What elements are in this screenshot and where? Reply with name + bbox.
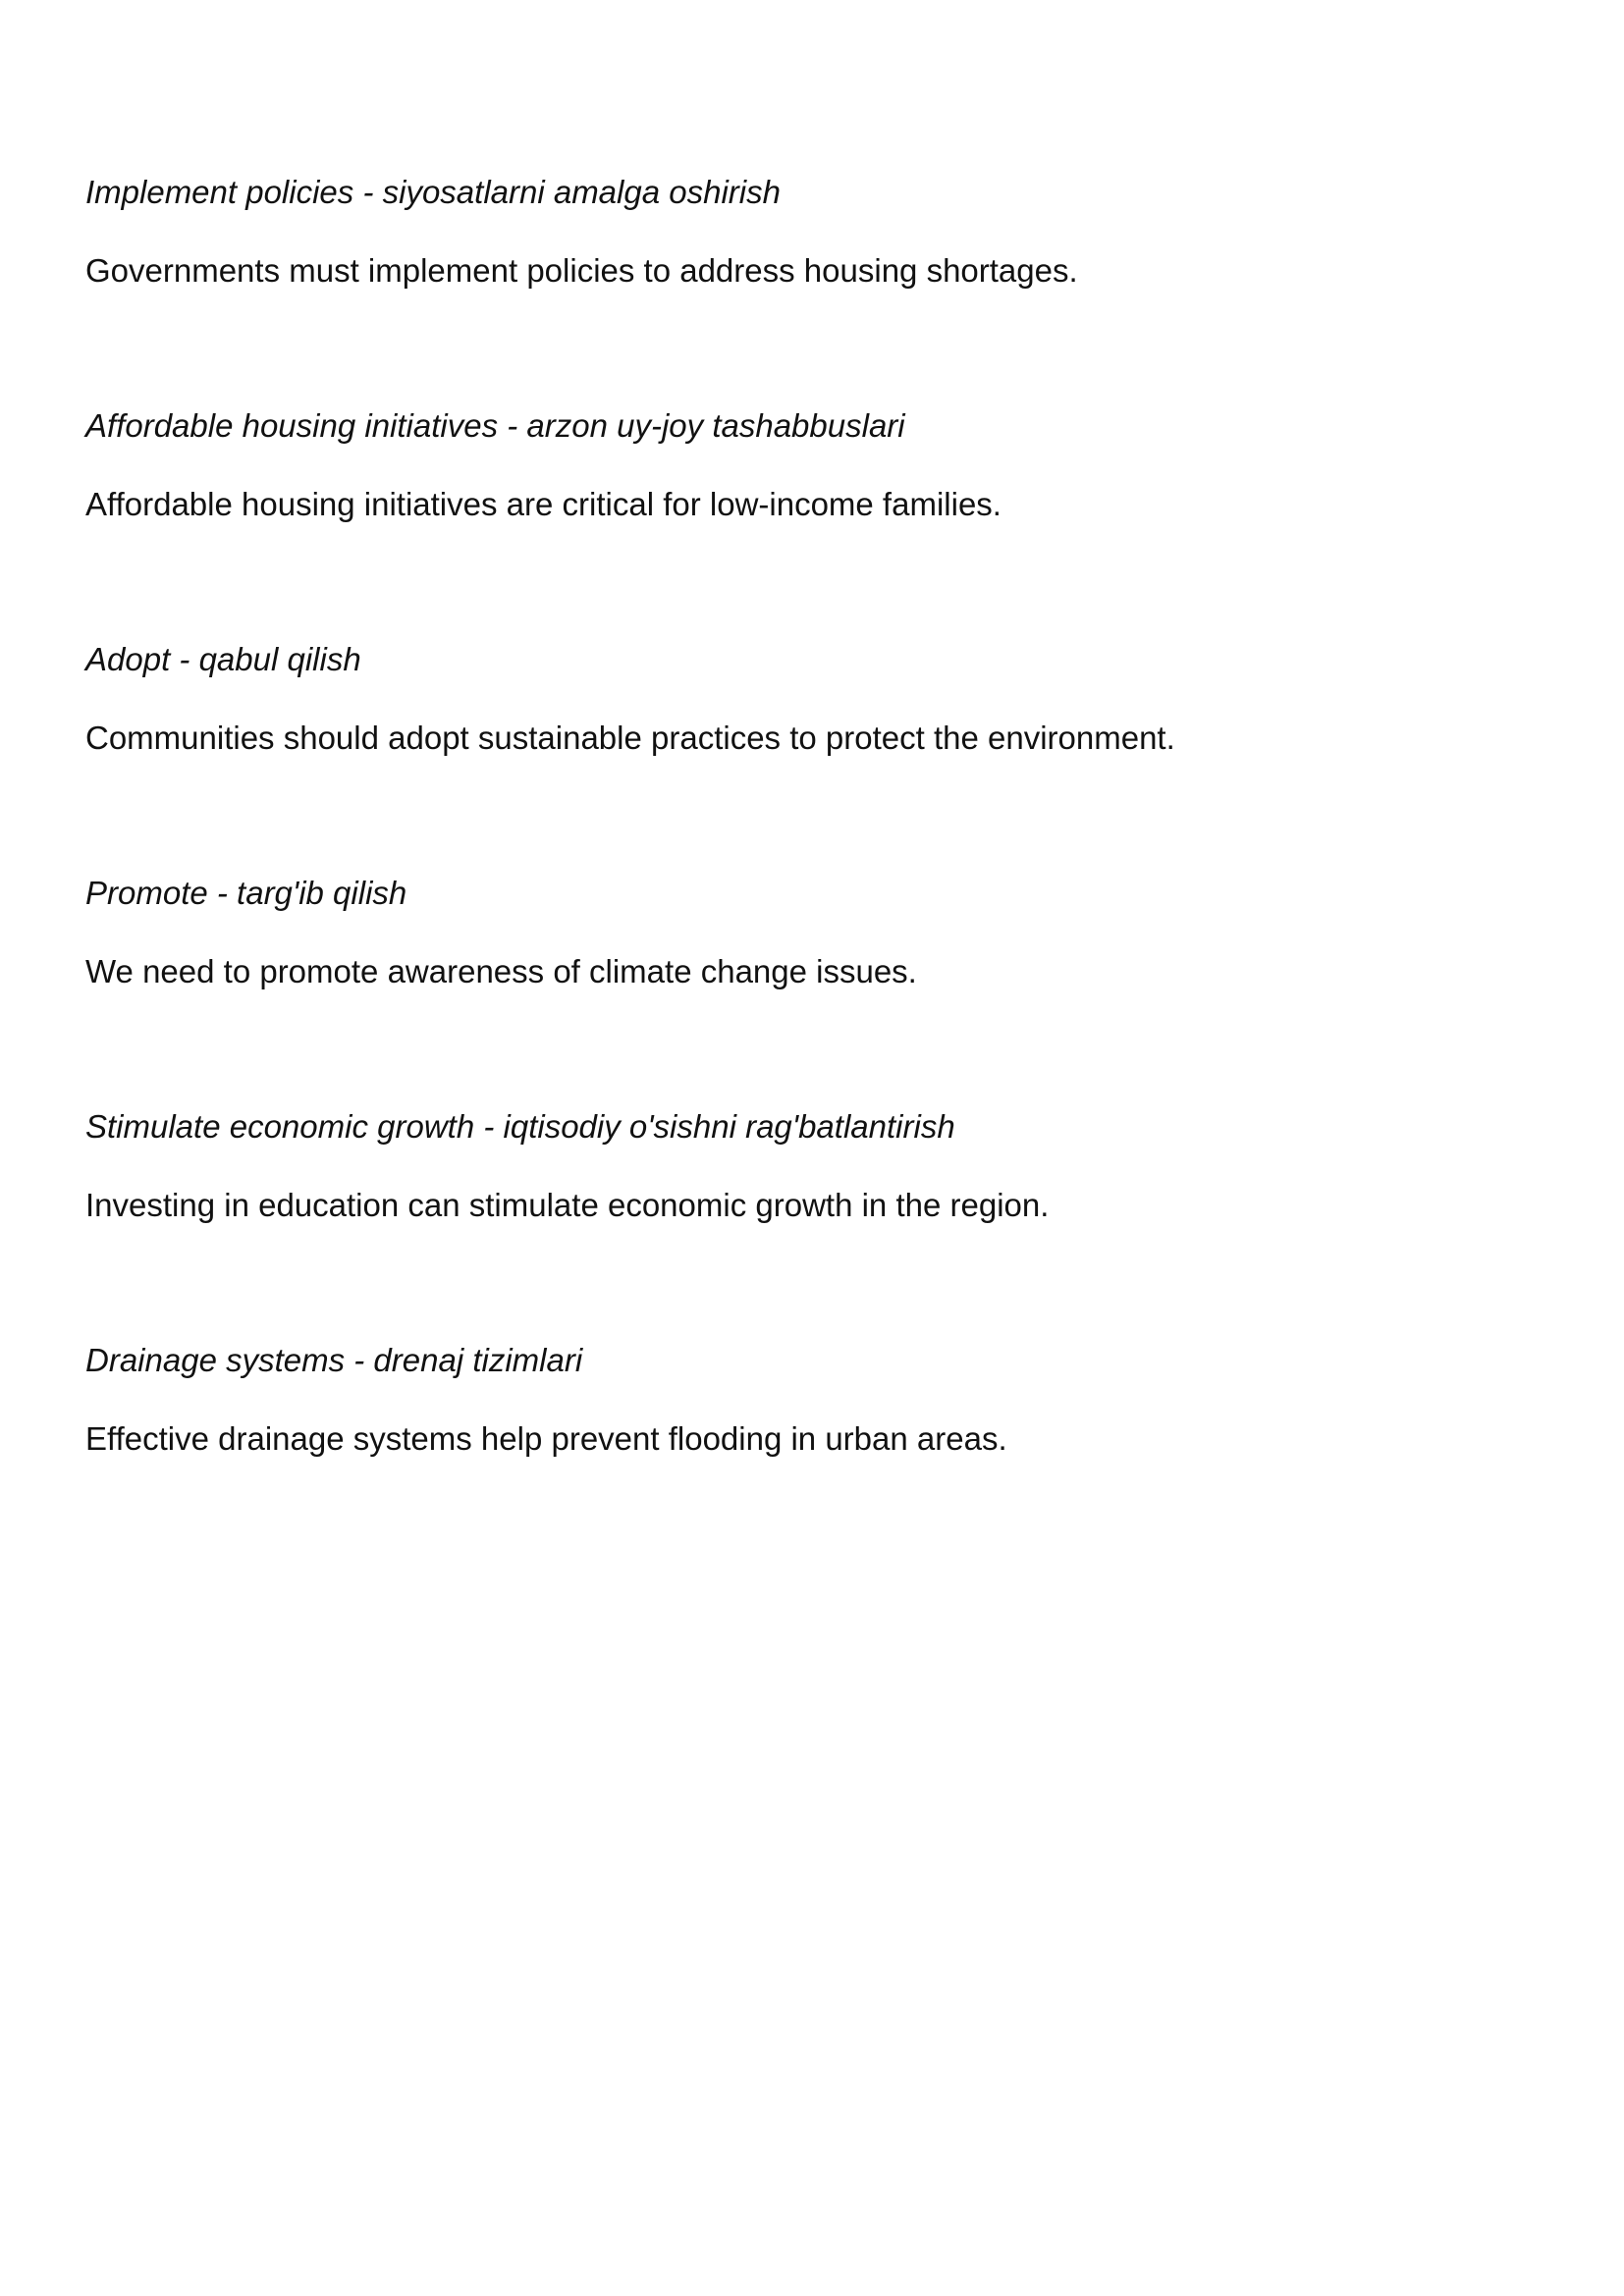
vocabulary-entry [85,640,1539,758]
example-sentence: Governments must implement policies to address housing shortages. [85,252,1078,289]
vocabulary-entry [85,173,1539,291]
vocabulary-term: Adopt - qabul qilish [85,641,361,677]
vocabulary-term: Affordable housing initiatives - arzon uy-joy tashabbuslari [85,407,905,444]
example-sentence: Communities should adopt sustainable practices to protect the environment. [85,720,1175,756]
vocabulary-term: Implement policies - siyosatlarni amalga oshirish [85,174,781,210]
example-sentence: We need to promote awareness of climate change issues. [85,953,917,989]
vocabulary-entry [85,1341,1539,1459]
example-sentence: Affordable housing initiatives are critical for low-income families. [85,486,1001,522]
example-sentence: Investing in education can stimulate economic growth in the region. [85,1187,1050,1223]
vocabulary-entry [85,406,1539,524]
vocabulary-term: Promote - targ'ib qilish [85,875,407,911]
vocabulary-entry [85,874,1539,991]
vocabulary-term: Stimulate economic growth - iqtisodiy o'sishni rag'batlantirish [85,1108,955,1145]
vocabulary-entry [85,1107,1539,1225]
vocabulary-term: Drainage systems - drenaj tizimlari [85,1342,583,1378]
example-sentence: Effective drainage systems help prevent flooding in urban areas. [85,1420,1007,1457]
